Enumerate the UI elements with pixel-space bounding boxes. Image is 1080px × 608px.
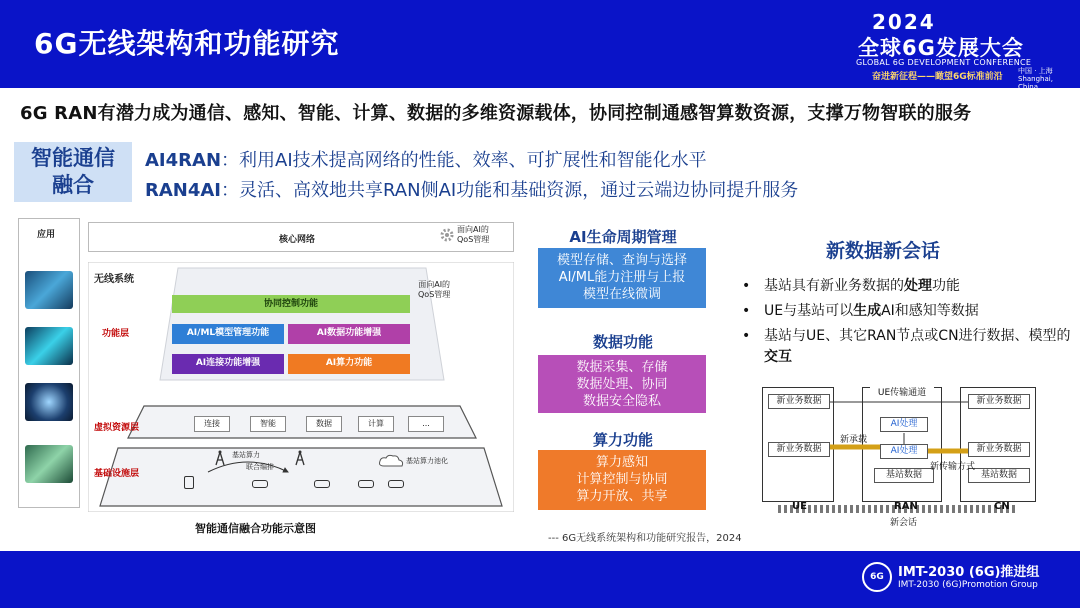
conference-year: 2024 <box>872 10 936 34</box>
bullet-dot-icon: • <box>742 328 751 344</box>
car-icon <box>314 480 330 488</box>
base-station-icon <box>294 450 306 466</box>
conference-dates: 2024.11.13-14 <box>1018 91 1061 107</box>
lifecycle-box <box>538 248 706 308</box>
ue-label: UE <box>792 501 807 512</box>
conference-name: 全球6G发展大会 <box>858 36 1024 60</box>
conference-logo <box>850 10 1065 107</box>
reference-note: --- 6G无线系统架构和功能研究报告，2024 <box>548 533 742 544</box>
car-icon <box>358 480 374 488</box>
compute-function-line: 计算控制与协同 <box>576 472 668 487</box>
conference-place-cn: 中国 · 上海 <box>1018 67 1053 75</box>
compute-function-panel <box>538 450 706 510</box>
resource-compute: 计算 <box>358 416 394 432</box>
bullet-text: 基站具有新业务数据的 <box>764 278 904 294</box>
phone-icon <box>184 476 194 489</box>
data-function-line: 数据处理、协同 <box>576 377 668 392</box>
qos-top-label: 面向AI的 QoS管理 <box>457 225 490 244</box>
resource-data: 数据 <box>306 416 342 432</box>
definition-ran4ai <box>145 176 798 202</box>
compute-function-line: 算力开放、共享 <box>576 489 668 504</box>
definition-term: RAN4AI <box>145 180 222 201</box>
data-function-title: 数据功能 <box>592 333 653 351</box>
conference-slogan: 奋进新征程——瞰望6G标准前沿 <box>872 72 1003 82</box>
core-network-box <box>88 222 514 252</box>
bullet-text: AI和感知等数据 <box>881 303 979 319</box>
bullet-emphasis: 处理 <box>904 278 932 294</box>
data-function-box: AI数据功能增强 <box>288 324 410 344</box>
gear-icon <box>439 227 455 243</box>
cn-data-cell: 新业务数据 <box>968 394 1030 409</box>
robot-image <box>25 445 73 483</box>
cn-label: CN <box>994 501 1010 512</box>
data-function-panel <box>538 355 706 413</box>
resource-intelligence: 智能 <box>250 416 286 432</box>
ran-label: RAN <box>894 501 918 512</box>
layer-virtual-label: 虚拟资源层 <box>94 423 140 433</box>
conference-place-en: Shanghai, China <box>1018 75 1053 91</box>
compute-function-box: AI算力功能 <box>288 354 410 374</box>
ue-channel-cell: UE传输通道 <box>870 387 934 402</box>
bullet-dot-icon: • <box>742 303 751 319</box>
infra-orchestration-label: 联合编排 <box>246 463 274 471</box>
header-bar <box>0 0 1080 107</box>
infra-compute-label: 基站算力 <box>232 451 260 459</box>
definition-text: 利用AI技术提高网络的性能、效率、可扩展性和智能化水平 <box>239 150 707 171</box>
session-flow-diagram <box>758 383 1038 528</box>
page-title: 6G无线架构和功能研究 <box>34 27 340 60</box>
cn-data-cell: 新业务数据 <box>968 442 1030 457</box>
definition-text: 灵活、高效地共享RAN侧AI功能和基础资源，通过云端边协同提升服务 <box>239 180 799 201</box>
infra-pooling-label: 基站算力池化 <box>406 457 448 465</box>
data-function-line: 数据安全隐私 <box>582 394 661 409</box>
bullet-dot-icon: • <box>742 278 751 294</box>
coord-control-box: 协同控制功能 <box>172 295 410 313</box>
bullet-emphasis: 交互 <box>764 349 792 365</box>
definition-sep: ： <box>221 150 240 171</box>
car-icon <box>252 480 268 488</box>
new-bearer-label: 新承载 <box>840 435 868 445</box>
cn-base-data-cell: 基站数据 <box>968 468 1030 483</box>
footer-bar <box>0 551 1080 608</box>
definition-sep: ： <box>221 180 240 201</box>
definition-ai4ran <box>145 146 707 172</box>
base-station-icon <box>214 450 226 466</box>
model-management-box: AI/ML模型管理功能 <box>172 324 284 344</box>
fusion-tag-line2: 融合 <box>52 173 94 197</box>
layer-infra-label: 基础设施层 <box>94 469 140 479</box>
fusion-tag-line1: 智能通信 <box>31 146 115 170</box>
smart-factory-image <box>25 327 73 365</box>
application-column <box>18 218 80 508</box>
bullet-text: 基站与UE、其它RAN节点或CN进行数据、模型的 <box>764 328 1071 344</box>
qos-inner-label: 面向AI的 QoS管理 <box>418 280 451 299</box>
ai-process-cell: AI处理 <box>880 444 928 459</box>
bullet-text: 功能 <box>932 278 960 294</box>
ran-data-cell: 基站数据 <box>874 468 934 483</box>
lifecycle-line: 模型存储、查询与选择 <box>556 253 687 268</box>
city-traffic-image <box>25 271 73 309</box>
lifecycle-line: AI/ML能力注册与上报 <box>558 270 686 285</box>
diagram-caption: 智能通信融合功能示意图 <box>195 522 316 535</box>
new-session-label: 新会话 <box>890 518 918 528</box>
fusion-diagram <box>18 218 518 518</box>
connection-function-box: AI连接功能增强 <box>172 354 284 374</box>
ue-data-cell: 新业务数据 <box>768 442 830 457</box>
ai-process-cell: AI处理 <box>880 417 928 432</box>
network-globe-image <box>25 383 73 421</box>
definition-term: AI4RAN <box>145 150 222 171</box>
conference-place <box>1018 67 1065 107</box>
core-network-label: 核心网络 <box>279 235 316 245</box>
application-label: 应用 <box>37 230 56 240</box>
layer-function-label: 功能层 <box>102 329 130 339</box>
imt-logo-icon: 6G <box>862 562 892 592</box>
fusion-tag <box>14 142 132 202</box>
bullet-text: UE与基站可以 <box>764 303 854 319</box>
compute-function-title: 算力功能 <box>592 431 653 449</box>
conference-en-name: GLOBAL 6G DEVELOPMENT CONFERENCE <box>856 58 1032 67</box>
compute-function-line: 算力感知 <box>595 455 648 470</box>
org-name-en: IMT-2030 (6G)Promotion Group <box>898 580 1038 590</box>
car-icon <box>388 480 404 488</box>
bullet-emphasis: 生成 <box>853 303 882 319</box>
lifecycle-line: 模型在线微调 <box>582 287 661 302</box>
data-function-line: 数据采集、存储 <box>576 360 668 375</box>
slide-subtitle: 6G RAN有潜力成为通信、感知、智能、计算、数据的多维资源载体，协同控制通感智算数资源，支撑万物智联的服务 <box>20 103 972 124</box>
resource-more: ... <box>408 416 444 432</box>
new-data-session-title: 新数据新会话 <box>826 240 941 262</box>
cloud-icon <box>378 454 404 468</box>
lifecycle-title: AI生命周期管理 <box>569 228 677 246</box>
org-name-cn: IMT-2030 (6G)推进组 <box>898 565 1040 580</box>
new-transport-label: 新传输方式 <box>930 462 976 472</box>
wireless-system-label: 无线系统 <box>94 274 134 285</box>
resource-connection: 连接 <box>194 416 230 432</box>
ue-data-cell: 新业务数据 <box>768 394 830 409</box>
